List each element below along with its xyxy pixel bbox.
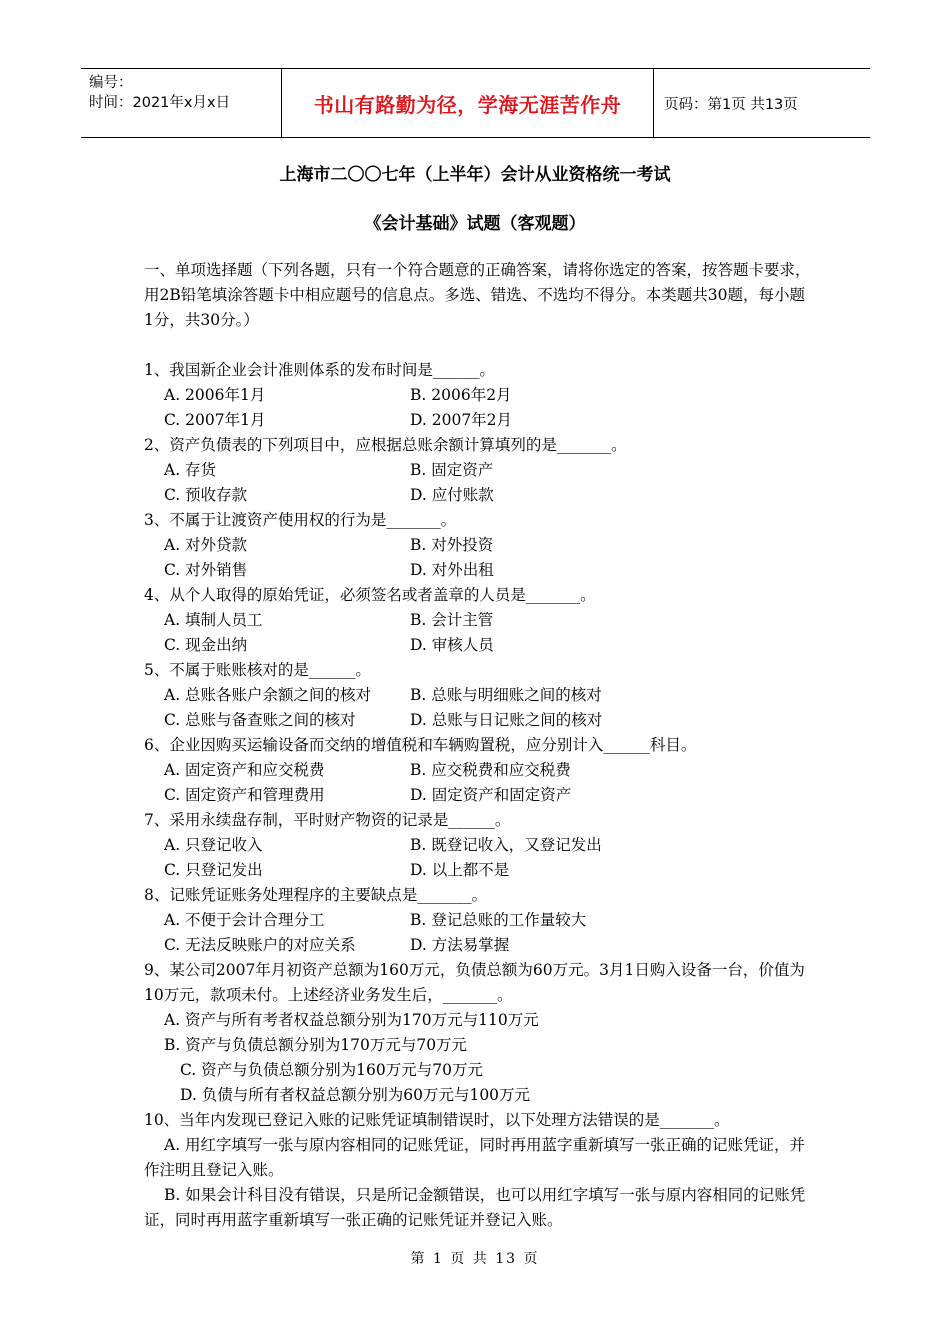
option-d: D. 固定资产和固定资产 (410, 786, 572, 804)
question-item (144, 733, 814, 808)
options-row (144, 833, 814, 858)
question-item (144, 583, 814, 658)
option-b: B. 如果会计科目没有错误，只是所记金额错误，也可以用红字填写一张与原内容相同的记账凭证，同时再用蓝字重新填写一张正确的记账凭证并登记入账。 (144, 1186, 806, 1229)
page-footer: 第 1 页 共 13 页 (410, 1251, 540, 1267)
options-row (144, 633, 814, 658)
question-item (144, 1108, 814, 1233)
options-row (144, 908, 814, 933)
option-c: C. 现金出纳 (164, 636, 248, 654)
header-table (81, 68, 870, 138)
option-a: A. 填制人员工 (164, 611, 263, 629)
question-item (144, 658, 814, 733)
option-c: C. 对外销售 (164, 561, 248, 579)
option-d: D. 以上都不是 (410, 861, 510, 879)
option-c: C. 预收存款 (164, 486, 248, 504)
options-row (144, 708, 814, 733)
options-row (144, 783, 814, 808)
question-item (144, 958, 814, 1108)
options-row (144, 458, 814, 483)
question-item (144, 433, 814, 508)
options-row (144, 608, 814, 633)
option-b: B. 会计主管 (410, 611, 494, 629)
number-label: 编号： (89, 75, 133, 91)
question-item (144, 358, 814, 433)
option-c: C. 无法反映账户的对应关系 (164, 936, 356, 954)
option-c: C. 总账与备查账之间的核对 (164, 711, 356, 729)
option-c: C. 固定资产和管理费用 (164, 786, 325, 804)
option-a: A. 用红字填写一张与原内容相同的记账凭证，同时再用蓝字重新填写一张正确的记账凭证，并作注明且登记入账。 (144, 1136, 806, 1179)
option-b: B. 资产与负债总额分别为170万元与70万元 (164, 1036, 468, 1054)
options-row (144, 558, 814, 583)
option-a: A. 对外贷款 (164, 536, 248, 554)
date-label: 时间：2021年x月x日 (89, 95, 231, 111)
option-a: A. 只登记收入 (164, 836, 263, 854)
option-b: B. 总账与明细账之间的核对 (410, 686, 602, 704)
motto: 书山有路勤为径，学海无涯苦作舟 (313, 92, 622, 117)
question-item (144, 808, 814, 883)
question-stem: 6、企业因购买运输设备而交纳的增值税和车辆购置税，应分别计入______科目。 (144, 736, 697, 754)
header-motto-cell (281, 69, 654, 137)
options-row (144, 683, 814, 708)
option-b: B. 登记总账的工作量较大 (410, 911, 587, 929)
option-c: C. 2007年1月 (164, 411, 266, 429)
option-d: D. 2007年2月 (410, 411, 513, 429)
exam-title: 上海市二〇〇七年（上半年）会计从业资格统一考试 (279, 165, 671, 185)
exam-content (144, 258, 814, 1233)
option-d: D. 审核人员 (410, 636, 494, 654)
options-row (144, 758, 814, 783)
option-b: B. 应交税费和应交税费 (410, 761, 571, 779)
option-a: A. 不便于会计合理分工 (164, 911, 325, 929)
question-list (144, 358, 814, 1233)
option-c: C. 资产与负债总额分别为160万元与70万元 (180, 1061, 483, 1079)
option-a: A. 资产与所有考者权益总额分别为170万元与110万元 (164, 1011, 539, 1029)
option-a: A. 固定资产和应交税费 (164, 761, 325, 779)
options-row (144, 383, 814, 408)
options-row (144, 933, 814, 958)
option-c: C. 只登记发出 (164, 861, 263, 879)
option-b: B. 既登记收入，又登记发出 (410, 836, 602, 854)
options-row (144, 408, 814, 433)
option-a: A. 存货 (164, 461, 217, 479)
question-stem: 10、当年内发现已登记入账的记账凭证填制错误时，以下处理方法错误的是_______。 (144, 1111, 730, 1129)
exam-subtitle: 《会计基础》试题（客观题） (364, 214, 586, 234)
header-meta (81, 69, 281, 137)
section-intro: 一、单项选择题（下列各题，只有一个符合题意的正确答案，请将你选定的答案，按答题卡要求，用2B铅笔填涂答题卡中相应题号的信息点。多选、错选、不选均不得分。本类题共30题，每小题1分，共30分。） (144, 261, 811, 329)
question-stem: 7、采用永续盘存制，平时财产物资的记录是______。 (144, 811, 511, 829)
question-stem: 2、资产负债表的下列项目中，应根据总账余额计算填列的是_______。 (144, 436, 627, 454)
option-d: D. 应付账款 (410, 486, 494, 504)
options-row (144, 483, 814, 508)
option-d: D. 方法易掌握 (410, 936, 510, 954)
spacer (144, 333, 814, 358)
question-stem: 9、某公司2007年月初资产总额为160万元，负债总额为60万元。3月1日购入设备一台，价值为10万元，款项未付。上述经济业务发生后，_______。 (144, 961, 805, 1004)
header-page-info: 页码：第1页 共13页 (664, 96, 798, 113)
option-b: B. 对外投资 (410, 536, 494, 554)
question-stem: 8、记账凭证账务处理程序的主要缺点是_______。 (144, 886, 488, 904)
question-stem: 1、我国新企业会计准则体系的发布时间是______。 (144, 361, 495, 379)
option-a: A. 2006年1月 (164, 386, 266, 404)
question-item (144, 883, 814, 958)
option-b: B. 固定资产 (410, 461, 494, 479)
question-stem: 4、从个人取得的原始凭证，必须签名或者盖章的人员是_______。 (144, 586, 596, 604)
question-stem: 5、不属于账账核对的是______。 (144, 661, 371, 679)
question-stem: 3、不属于让渡资产使用权的行为是_______。 (144, 511, 457, 529)
question-item (144, 508, 814, 583)
option-d: D. 负债与所有者权益总额分别为60万元与100万元 (180, 1086, 531, 1104)
option-d: D. 总账与日记账之间的核对 (410, 711, 603, 729)
option-d: D. 对外出租 (410, 561, 494, 579)
option-a: A. 总账各账户余额之间的核对 (164, 686, 372, 704)
options-row (144, 533, 814, 558)
options-row (144, 858, 814, 883)
option-b: B. 2006年2月 (410, 386, 512, 404)
